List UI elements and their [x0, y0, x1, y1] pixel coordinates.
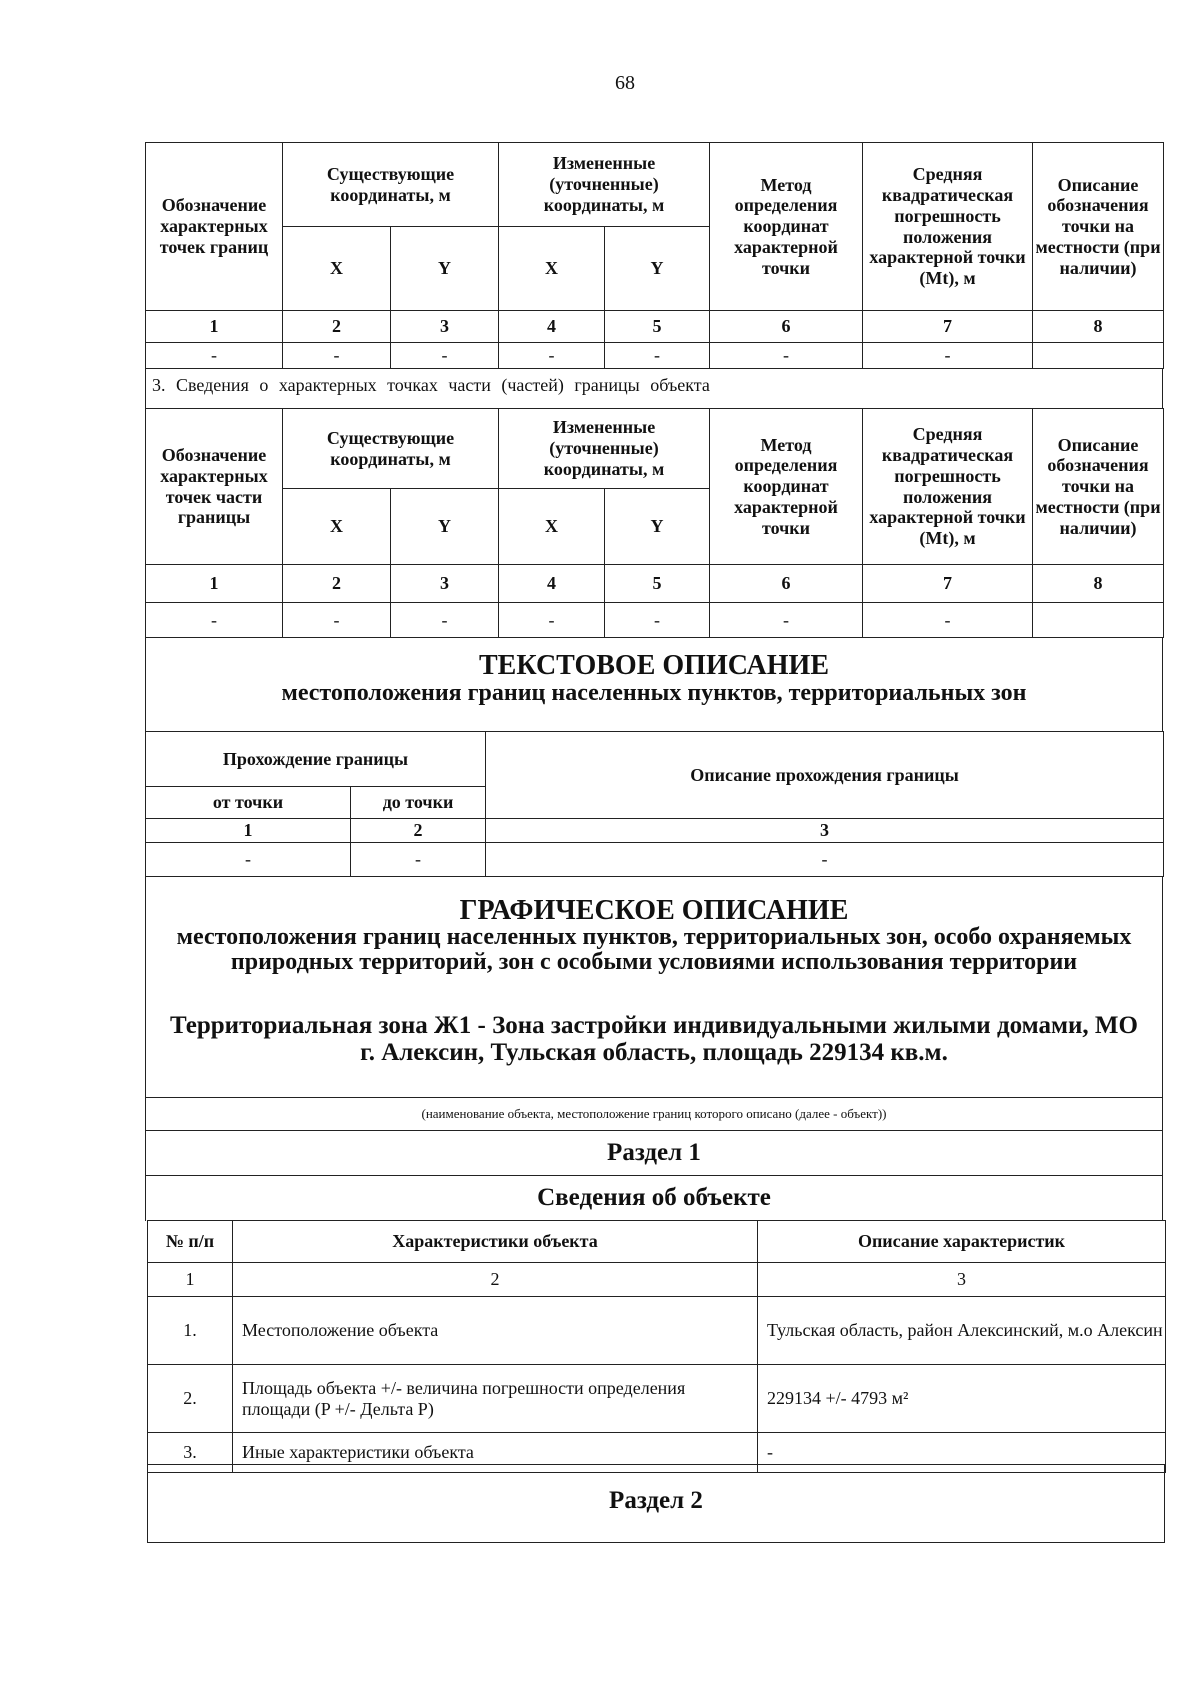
header-x: X: [283, 227, 391, 311]
table-cell: -: [283, 603, 391, 638]
characteristic-name: Местоположение объекта: [233, 1297, 758, 1365]
section2-title: Раздел 2: [147, 1464, 1165, 1543]
object-characteristics-table: [147, 1220, 1166, 1473]
graphic-description-heading: [145, 876, 1163, 1098]
table-cell: -: [283, 343, 391, 369]
header-route-description: Описание прохождения границы: [486, 732, 1164, 819]
table-cell: -: [605, 343, 710, 369]
col-number: 1: [146, 819, 351, 843]
col-number: 7: [863, 311, 1033, 343]
section1-title: Раздел 1: [145, 1130, 1163, 1176]
col-number: 2: [233, 1263, 758, 1297]
header-error: Средняя квадратическая погрешность положения характерной точки (Mt), м: [863, 409, 1033, 565]
col-number: 7: [863, 565, 1033, 603]
text-description-title: ТЕКСТОВОЕ ОПИСАНИЕ: [478, 650, 829, 681]
table-cell: -: [146, 343, 283, 369]
characteristic-name: Площадь объекта +/- величина погрешности определения площади (P +/- Дельта P): [233, 1365, 758, 1433]
col-number: 3: [391, 311, 499, 343]
header-from-point: от точки: [146, 787, 351, 819]
table-cell: -: [710, 603, 863, 638]
header-description: Описание обозначения точки на местности (при наличии): [1033, 143, 1164, 311]
boundary-route-table: [145, 731, 1164, 877]
col-number: 3: [486, 819, 1164, 843]
header-changed-coords: Измененные (уточненные) координаты, м: [499, 143, 710, 227]
col-number: 1: [146, 565, 283, 603]
header-description: Описание обозначения точки на местности (при наличии): [1033, 409, 1164, 565]
col-number: 4: [499, 311, 605, 343]
col-number: 5: [605, 311, 710, 343]
col-number: 2: [283, 565, 391, 603]
table-row: [148, 1297, 1166, 1365]
col-number: 6: [710, 311, 863, 343]
row-number: 2.: [148, 1365, 233, 1433]
table-cell: [1033, 343, 1164, 369]
header-x: X: [499, 227, 605, 311]
col-number: 2: [351, 819, 486, 843]
header-designation-part: Обозначение характерных точек части границы: [146, 409, 283, 565]
col-number: 3: [758, 1263, 1166, 1297]
row-number: 3.: [148, 1433, 233, 1473]
header-x: X: [283, 489, 391, 565]
table-cell: -: [863, 603, 1033, 638]
characteristic-value: 229134 +/- 4793 м²: [758, 1365, 1166, 1433]
text-description-subtitle: местоположения границ населенных пунктов, территориальных зон: [281, 680, 1027, 706]
table-cell: -: [499, 343, 605, 369]
object-caption: (наименование объекта, местоположение границ которого описано (далее - объект)): [145, 1097, 1163, 1131]
table-cell: -: [863, 343, 1033, 369]
header-x: X: [499, 489, 605, 565]
table-cell: -: [391, 343, 499, 369]
table-cell: -: [146, 843, 351, 877]
characteristic-name: Иные характеристики объекта: [233, 1433, 758, 1473]
header-designation: Обозначение характерных точек границ: [146, 143, 283, 311]
header-to-point: до точки: [351, 787, 486, 819]
col-number: 5: [605, 565, 710, 603]
table-cell: -: [146, 603, 283, 638]
table-cell: -: [605, 603, 710, 638]
header-passage: Прохождение границы: [146, 732, 486, 787]
header-y: Y: [391, 227, 499, 311]
part-boundary-points-table: [145, 408, 1164, 638]
table-cell: [1033, 603, 1164, 638]
object-name: Территориальная зона Ж1 - Зона застройки индивидуальными жилыми домами, МО г. Алексин, Тульская область, площадь 229134 кв.м.: [170, 1012, 1138, 1066]
header-y: Y: [605, 227, 710, 311]
text-description-heading: [145, 637, 1163, 732]
header-existing-coords: Существующие координаты, м: [283, 409, 499, 489]
header-y: Y: [391, 489, 499, 565]
header-no: № п/п: [148, 1221, 233, 1263]
col-number: 1: [146, 311, 283, 343]
boundary-points-table: [145, 142, 1164, 369]
graphic-description-title: ГРАФИЧЕСКОЕ ОПИСАНИЕ: [459, 895, 849, 926]
header-method: Метод определения координат характерной точки: [710, 143, 863, 311]
header-char-description: Описание характеристик: [758, 1221, 1166, 1263]
table-row: [148, 1365, 1166, 1433]
table-cell: -: [391, 603, 499, 638]
table-cell: -: [710, 343, 863, 369]
object-info-title: Сведения об объекте: [145, 1175, 1163, 1221]
header-method: Метод определения координат характерной точки: [710, 409, 863, 565]
header-changed-coords: Измененные (уточненные) координаты, м: [499, 409, 710, 489]
header-error: Средняя квадратическая погрешность положения характерной точки (Mt), м: [863, 143, 1033, 311]
page-number: 68: [615, 72, 635, 94]
header-characteristics: Характеристики объекта: [233, 1221, 758, 1263]
header-y: Y: [605, 489, 710, 565]
col-number: 8: [1033, 311, 1164, 343]
characteristic-value: Тульская область, район Алексинский, м.о Алексин: [758, 1297, 1166, 1365]
table-cell: -: [351, 843, 486, 877]
table-cell: -: [486, 843, 1164, 877]
header-existing-coords: Существующие координаты, м: [283, 143, 499, 227]
characteristic-value: -: [758, 1433, 1166, 1473]
col-number: 6: [710, 565, 863, 603]
table-cell: -: [499, 603, 605, 638]
col-number: 3: [391, 565, 499, 603]
section3-title: 3. Сведения о характерных точках части (частей) границы объекта: [145, 368, 1163, 408]
row-number: 1.: [148, 1297, 233, 1365]
col-number: 2: [283, 311, 391, 343]
graphic-description-subtitle: местоположения границ населенных пунктов, территориальных зон, особо охраняемых природных территорий, зон с особыми условиями использования территории: [176, 924, 1132, 976]
col-number: 8: [1033, 565, 1164, 603]
col-number: 1: [148, 1263, 233, 1297]
col-number: 4: [499, 565, 605, 603]
